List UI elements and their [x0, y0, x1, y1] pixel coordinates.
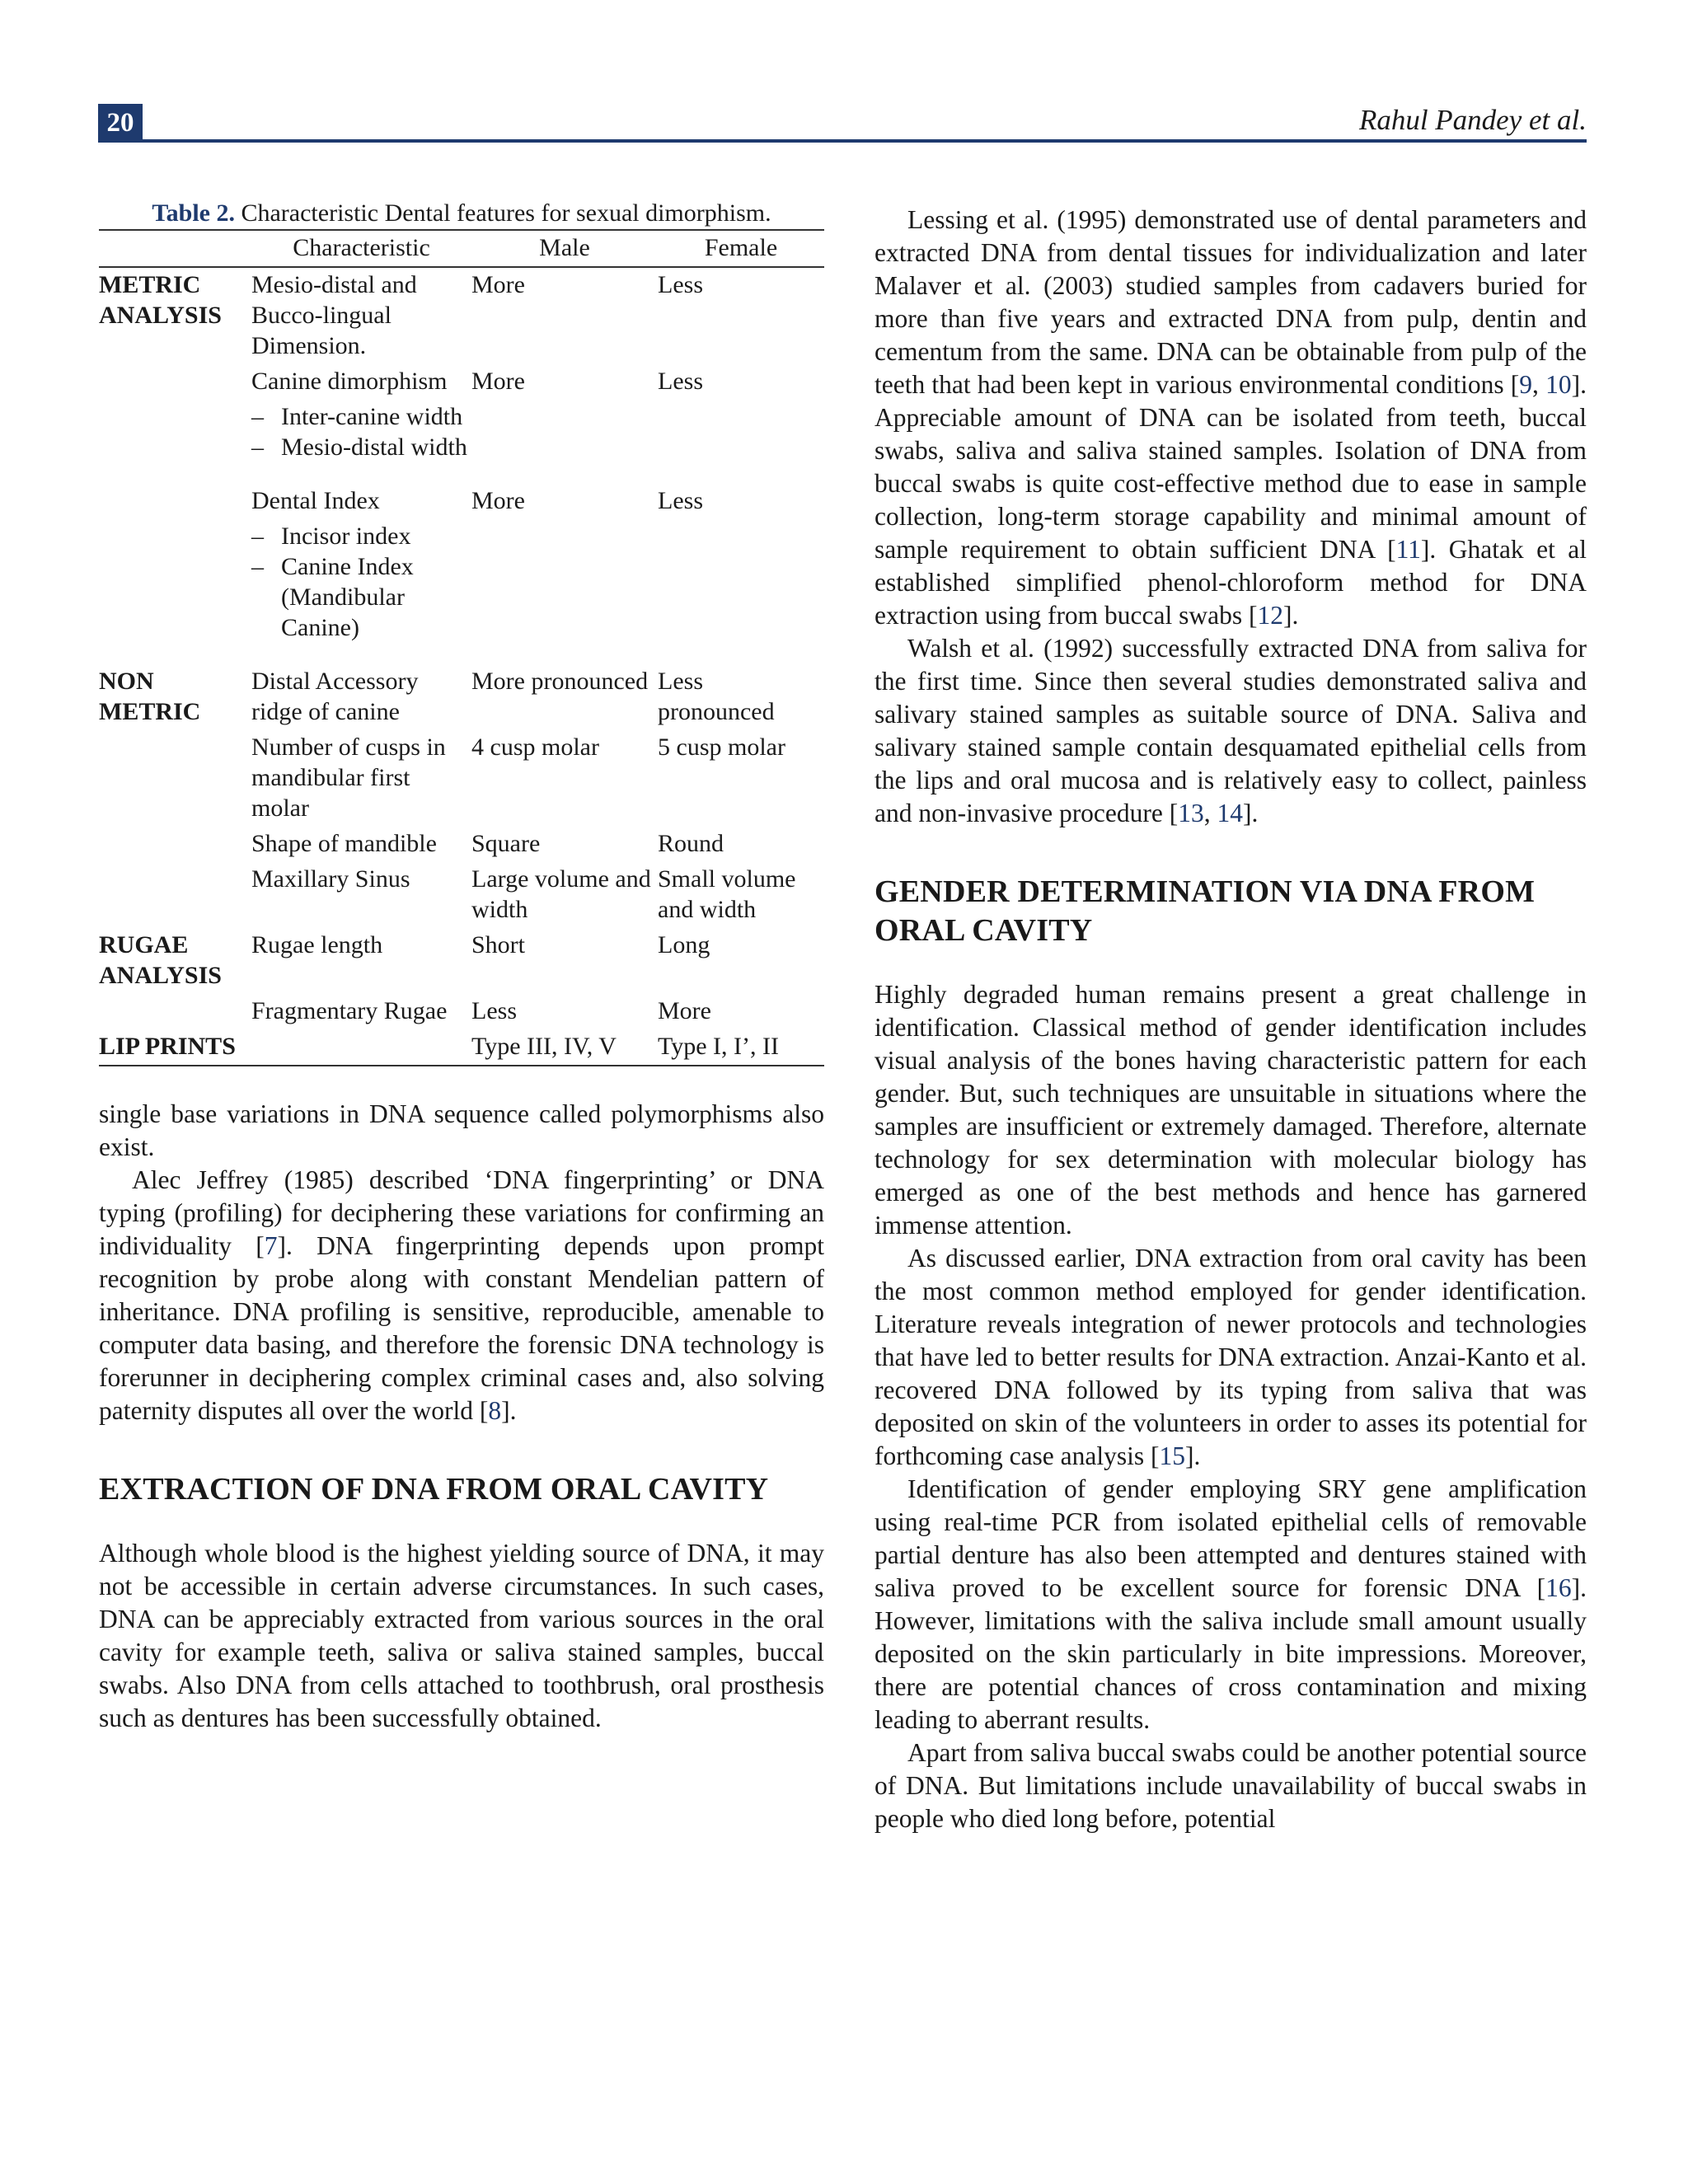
female-cell: Small volume and width: [658, 865, 796, 923]
text-run: ,: [1532, 370, 1546, 399]
table-row: [99, 994, 824, 1029]
characteristic-text: Distal Accessory ridge of canine: [251, 668, 419, 725]
text-run: ].: [1283, 601, 1299, 630]
table-header-cell: Female: [658, 230, 824, 267]
female-cell: More: [658, 997, 711, 1024]
text-run: Walsh et al. (1992) successfully extracted DNA from saliva for the first time. Since then several studies demonstrated saliva and salivary stained samples as suitable source of DNA. Saliva and salivary stained sample contain desquamated epithelial cells from the lips and oral mucosa and is relatively easy to collect, painless and non-invasive procedure [: [874, 634, 1587, 827]
paragraph: [874, 1473, 1587, 1736]
text-run: ]. DNA fingerprinting depends upon prompt recognition by probe along with constant Mendelian pattern of inheritance. DNA profiling is sensitive, reproducible, amenable to computer data basing, and therefore the forensic DNA technology is forerunner in deciphering complex criminal cases and, also solving paternity disputes all over the world [: [99, 1231, 825, 1425]
paragraph: Although whole blood is the highest yielding source of DNA, it may not be accessible in certain adverse circumstances. In such cases, DNA can be appreciably extracted from various sources in the oral cavity for example teeth, saliva or saliva stained samples, buccal swabs. Also DNA from cells attached to toothbrush, oral prosthesis such as dentures has been successfully obtained.: [99, 1539, 824, 1732]
table-row: [99, 862, 824, 928]
table-header-row: [99, 230, 824, 267]
citation-link[interactable]: 14: [1217, 799, 1243, 827]
left-column: [99, 198, 824, 1735]
citation-link[interactable]: 8: [488, 1396, 502, 1425]
table-header-cell: Male: [471, 230, 658, 267]
text-run: Identification of gender employing SRY gene amplification using real-time PCR from isolated epithelial cells of removable partial denture has also been attempted and dentures stained with saliva proved to be excellent source for forensic DNA [: [874, 1474, 1587, 1602]
sub-feature-item: – Mesio-distal width: [251, 432, 471, 462]
row-group-label: METRIC ANALYSIS: [99, 271, 222, 329]
right-column: [874, 204, 1587, 1835]
characteristic-text: Canine dimorphism: [251, 368, 448, 395]
row-group-label: [99, 994, 251, 1029]
male-cell: More: [471, 487, 525, 514]
characteristic-cell: [251, 267, 471, 364]
text-run: Alec Jeffrey (1985) described ‘DNA fingerprinting’ or DNA typing (profiling) for deciphering these variations for confirming an individuality [: [99, 1165, 824, 1260]
sub-feature-item: – Incisor index: [251, 521, 471, 551]
text-run: Lessing et al. (1995) demonstrated use of dental parameters and extracted DNA from dental tissues for individualization and later Malaver et al. (2003) studied samples from cadavers buried for more than five years and extracted DNA from pulp, dentin and cementum from the same. DNA can be obtainable from pulp of the teeth that had been kept in various environmental conditions [: [874, 205, 1587, 399]
female-cell: Less: [658, 271, 703, 298]
male-cell: Square: [471, 830, 541, 857]
male-cell: More pronounced: [471, 668, 649, 695]
sub-feature-list: [251, 401, 471, 462]
characteristic-cell: [251, 730, 471, 827]
dimorphism-table: [99, 229, 824, 1066]
table-body: [99, 267, 824, 1066]
table-caption-label: Table 2.: [152, 199, 235, 227]
paragraph: [874, 632, 1587, 830]
characteristic-cell: [251, 994, 471, 1029]
citation-link[interactable]: 11: [1395, 535, 1421, 564]
female-cell: Long: [658, 931, 710, 958]
text-run: ]. However, limitations with the saliva include small amount usually deposited on the skin particularly in bite impressions. Moreover, there are potential chances of cross contamination and mixing leading to aberrant results.: [874, 1573, 1587, 1734]
citation-link[interactable]: 10: [1545, 370, 1572, 399]
characteristic-cell: [251, 1029, 471, 1066]
table-row: [99, 730, 824, 827]
row-group-label: [99, 364, 251, 466]
row-group-label: LIP PRINTS: [99, 1033, 236, 1060]
row-group-label: [99, 484, 251, 646]
paragraph: Apart from saliva buccal swabs could be another potential source of DNA. But limitations include unavailability of buccal swabs in people who died long before, potential: [874, 1738, 1587, 1833]
text-run: ].: [1185, 1441, 1201, 1470]
characteristic-cell: [251, 862, 471, 928]
table-row: [99, 484, 824, 646]
male-cell: Type III, IV, V: [471, 1033, 617, 1060]
page-number: 20: [98, 104, 143, 143]
characteristic-text: Maxillary Sinus: [251, 865, 410, 893]
male-cell: More: [471, 271, 525, 298]
table-caption: [99, 198, 824, 229]
table-row: [99, 827, 824, 862]
male-cell: Short: [471, 931, 526, 958]
characteristic-cell: [251, 484, 471, 646]
text-run: ]. Appreciable amount of DNA can be isolated from teeth, buccal swabs, saliva and saliva stained samples. Isolation of DNA from buccal swabs is quite cost-effective method due to ease in sample collection, long-term storage capability and minimal amount of sample requirement to obtain sufficient DNA [: [874, 370, 1587, 564]
table-header-cell: [99, 230, 251, 267]
running-author: Rahul Pandey et al.: [1358, 104, 1587, 136]
row-group-label: [99, 730, 251, 827]
characteristic-text: Shape of mandible: [251, 830, 437, 857]
row-gap: [99, 646, 824, 664]
table-row: [99, 664, 824, 730]
paragraph: Highly degraded human remains present a great challenge in identification. Classical method of gender identification includes visual analysis of the bones having characteristic pattern for each gender. But, such techniques are unsuitable in situations where the samples are insufficient or extremely damaged. Therefore, alternate technology for sex determination with molecular biology has emerged as one of the best methods and hence has garnered immense attention.: [874, 980, 1587, 1240]
citation-link[interactable]: 16: [1545, 1573, 1572, 1602]
female-cell: 5 cusp molar: [658, 733, 785, 761]
female-cell: Less: [658, 368, 703, 395]
text-run: ]. Ghatak et al established simplified phenol-chloroform method for DNA extraction using from buccal swabs [: [874, 535, 1587, 630]
characteristic-text: Dental Index: [251, 487, 380, 514]
male-cell: Less: [471, 997, 517, 1024]
section-heading: EXTRACTION OF DNA FROM ORAL CAVITY: [99, 1472, 769, 1507]
table-row: [99, 928, 824, 994]
male-cell: 4 cusp molar: [471, 733, 599, 761]
text-run: ].: [1242, 799, 1259, 827]
characteristic-text: Fragmentary Rugae: [251, 997, 448, 1024]
text-run: ].: [501, 1396, 517, 1425]
female-cell: Round: [658, 830, 724, 857]
row-group-label: RUGAE ANALYSIS: [99, 931, 222, 989]
characteristic-cell: [251, 664, 471, 730]
characteristic-text: Number of cusps in mandibular first molar: [251, 733, 446, 822]
characteristic-cell: [251, 928, 471, 994]
characteristic-text: Mesio-distal and Bucco-lingual Dimension.: [251, 271, 417, 359]
row-group-label: NON METRIC: [99, 668, 201, 725]
row-group-label: [99, 827, 251, 862]
citation-link[interactable]: 12: [1257, 601, 1283, 630]
table-caption-text: Characteristic Dental features for sexual dimorphism.: [234, 199, 771, 227]
section-heading: GENDER DETERMINATION VIA DNA FROM ORAL CAVITY: [874, 874, 1536, 948]
text-run: ,: [1203, 799, 1217, 827]
male-cell: Large volume and width: [471, 865, 651, 923]
paragraph: [874, 204, 1587, 632]
female-cell: Type I, I’, II: [658, 1033, 779, 1060]
row-gap: [99, 466, 824, 484]
sub-feature-list: [251, 521, 471, 643]
paragraph: single base variations in DNA sequence called polymorphisms also exist.: [99, 1099, 824, 1161]
female-cell: Less pronounced: [658, 668, 775, 725]
male-cell: More: [471, 368, 525, 395]
row-group-label: [99, 862, 251, 928]
female-cell: Less: [658, 487, 703, 514]
characteristic-cell: [251, 827, 471, 862]
citation-link[interactable]: 13: [1178, 799, 1204, 827]
citation-link[interactable]: 15: [1159, 1441, 1186, 1470]
characteristic-text: Rugae length: [251, 931, 383, 958]
characteristic-cell: [251, 364, 471, 466]
sub-feature-item: – Inter-canine width: [251, 401, 471, 432]
sub-feature-item: – Canine Index (Mandibular Canine): [251, 551, 471, 643]
table-header-cell: Characteristic: [251, 230, 471, 267]
table-row: [99, 1029, 824, 1066]
header-rule: [98, 139, 1587, 143]
table-row: [99, 267, 824, 364]
text-run: As discussed earlier, DNA extraction from oral cavity has been the most common method employed for gender identification. Literature reveals integration of newer protocols and technologies that have led to better results for DNA extraction. Anzai-Kanto et al. recovered DNA followed by its typing from saliva that was deposited on skin of the volunteers in order to asses its potential for forthcoming case analysis [: [874, 1244, 1587, 1470]
citation-link[interactable]: 7: [264, 1231, 278, 1260]
paragraph: [874, 1242, 1587, 1473]
table-row: [99, 364, 824, 466]
paragraph: [99, 1164, 824, 1427]
citation-link[interactable]: 9: [1519, 370, 1533, 399]
